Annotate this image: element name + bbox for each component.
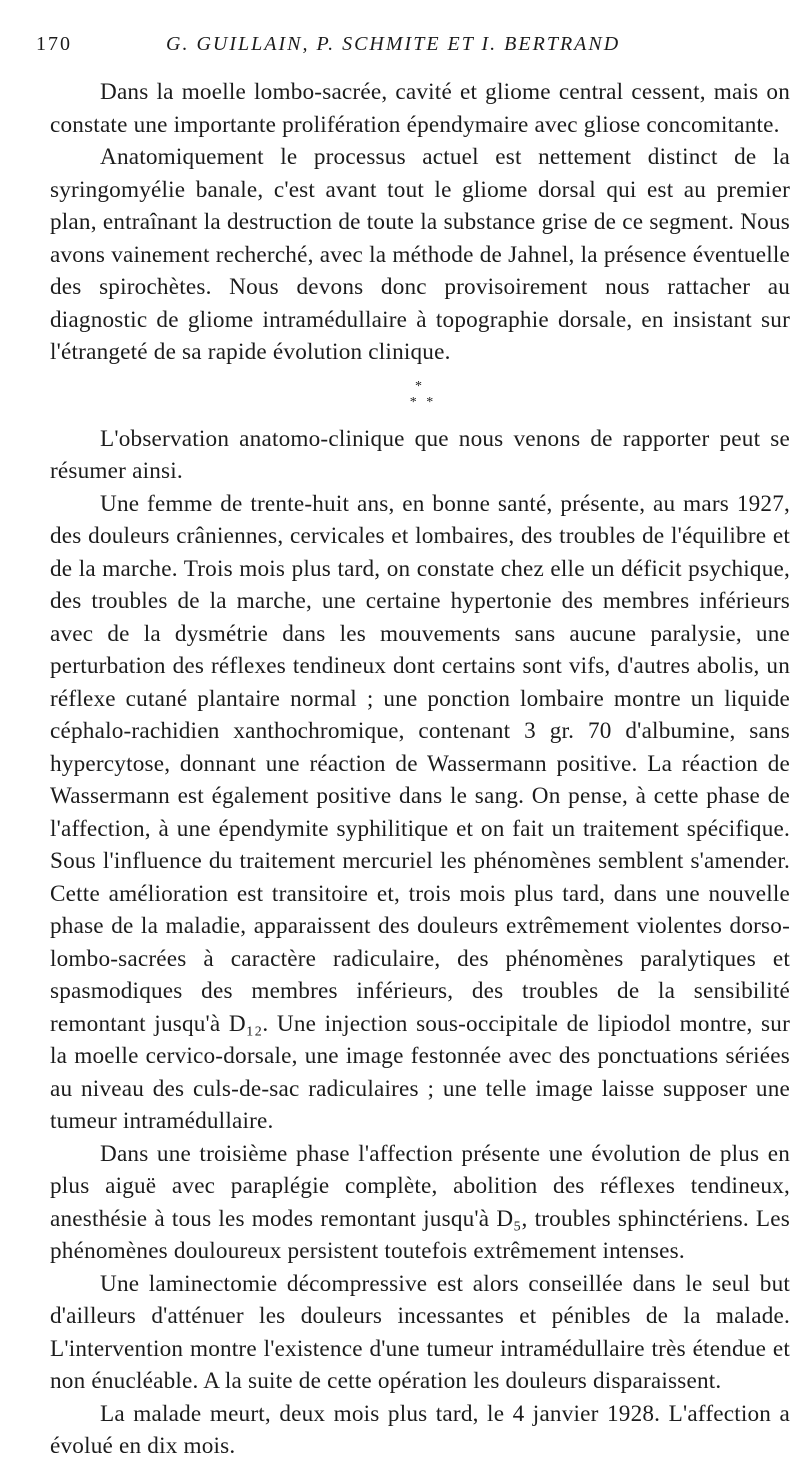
running-head: G. GUILLAIN, P. SCHMITE ET I. BERTRAND <box>166 33 621 55</box>
paragraph-6: Une laminectomie décompressive est alors conseillée dans le seul but d'ailleurs d'atténuer les douleurs incessantes et pénibles de la malade. L'intervention montre l'existence d'une tumeur intramédullaire très étendue et non énucléable. A la suite de cette opération les douleurs disparaissent. <box>50 1270 790 1394</box>
page-header <box>36 33 764 59</box>
paragraph-5: Dans une troisième phase l'affection présente une évolution de plus en plus aiguë avec paraplégie complète, abolition des réflexes tendineux, anesthésie à tous les modes remontant jusqu'à D₅, troubles sphinctériens. Les phénomènes douloureux persistent toutefois extrêmement intenses. <box>50 1140 790 1264</box>
paragraph-2: Anatomiquement le processus actuel est nettement distinct de la syringomyélie banale, c'est avant tout le gliome dorsal qui est au premier plan, entraînant la destruction de toute la substance grise de ce segment. Nous avons vainement recherché, avec la méthode de Jahnel, la présence éventuelle des spirochètes. Nous devons donc provisoirement nous rattacher au diagnostic de gliome intramédullaire à topographie dorsale, en insistant sur l'étrangeté de sa rapide évolution clinique. <box>50 144 790 365</box>
paragraph-4: Une femme de trente-huit ans, en bonne santé, présente, au mars 1927, des douleurs crâniennes, cervicales et lombaires, des troubles de l'équilibre et de la marche. Trois mois plus tard, on constate chez elle un déficit psychique, des troubles de la marche, une certaine hypertonie des membres inférieurs avec de la dysmétrie dans les mouvements sans aucune paralysie, une perturbation des réflexes tendineux dont certains sont vifs, d'autres abolis, un réflexe cutané plantaire normal ; une ponction lombaire montre un liquide céphalo-rachidien xanthochromique, contenant 3 gr. 70 d'albumine, sans hypercytose, donnant une réaction de Wassermann positive. La réaction de Wassermann est également positive dans le sang. On pense, à cette phase de l'affection, à une épendymite syphilitique et on fait un traitement spécifique. Sous l'influence du traitement mercuriel les phénomènes semblent s'amender. Cette amélioration est transitoire et, trois mois plus tard, dans une nouvelle phase de la maladie, apparaissent des douleurs extrêmement violentes dorso-lombo-sacrées à caractère radiculaire, des phénomènes paralytiques et spasmodiques des membres inférieurs, des troubles de la sensibilité remontant jusqu'à D₁₂. Une injection sous-occipitale de lipiodol montre, sur la moelle cervico-dorsale, une image festonnée avec des ponctuations sériées au niveau des culs-de-sac radiculaires ; une telle image laisse supposer une tumeur intramédullaire. <box>50 490 790 1134</box>
paragraph-3: L'observation anatomo-clinique que nous venons de rapporter peut se résumer ainsi. <box>50 425 790 484</box>
page-number: 170 <box>36 33 72 55</box>
paragraph-7: La malade meurt, deux mois plus tard, le 4 janvier 1928. L'affection a évolué en dix mois. <box>50 1400 790 1459</box>
paragraph-1: Dans la moelle lombo-sacrée, cavité et gliome central cessent, mais on constate une importante prolifération épendymaire avec gliose concomitante. <box>50 79 790 138</box>
separator-asterisks-bottom: * * <box>409 394 437 410</box>
section-separator <box>50 379 790 411</box>
body-text <box>50 76 790 1463</box>
separator-asterisk-top: * <box>415 378 425 394</box>
